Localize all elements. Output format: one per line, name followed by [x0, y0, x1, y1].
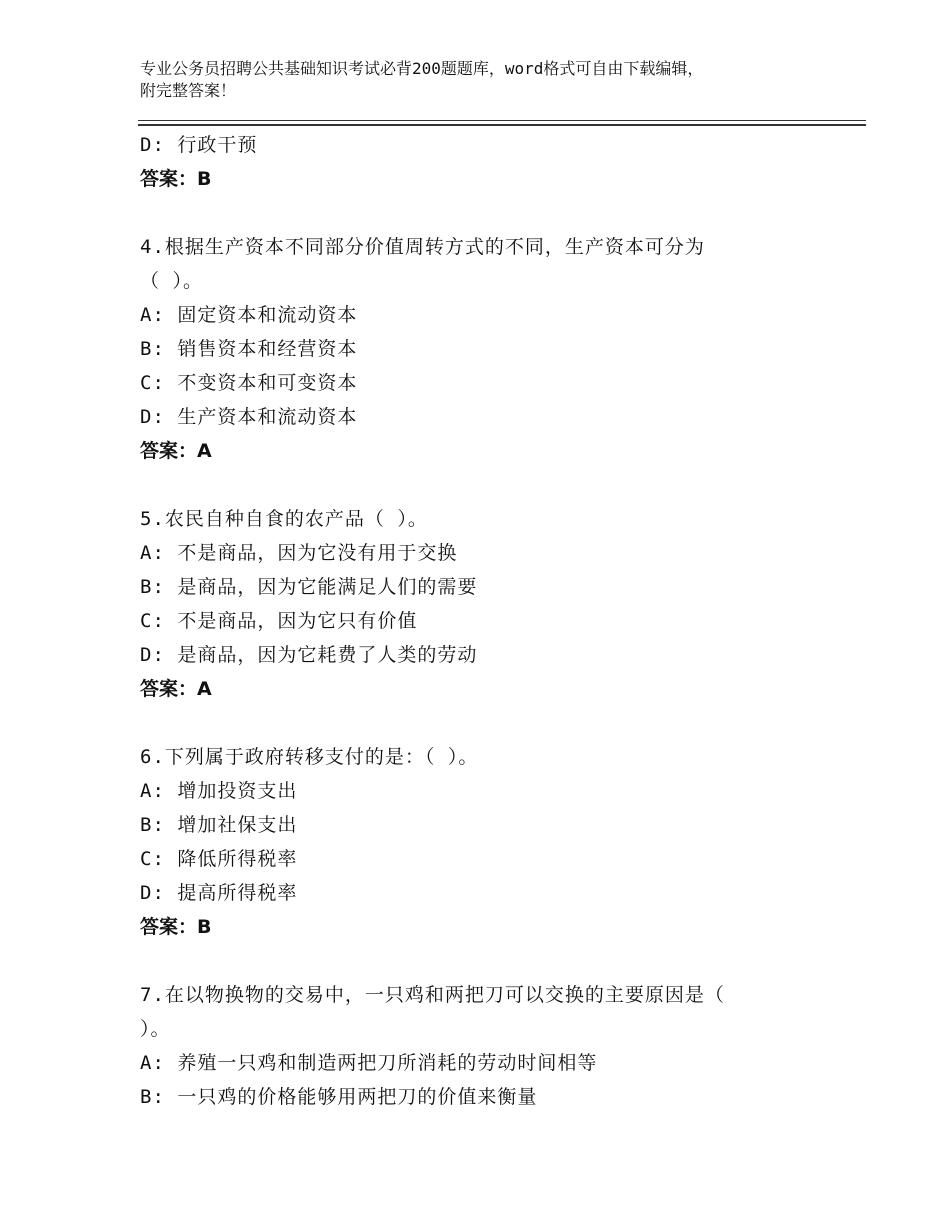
question-7 — [140, 978, 840, 1114]
answer-line: 答案：B — [140, 916, 212, 938]
option-b: B: 一只鸡的价格能够用两把刀的价值来衡量 — [140, 1086, 538, 1108]
option-d: D: 提高所得税率 — [140, 882, 298, 904]
question-6 — [140, 740, 840, 944]
option-a: A: 固定资本和流动资本 — [140, 304, 358, 326]
spacer — [140, 468, 840, 502]
question-4 — [140, 230, 840, 468]
document-body — [140, 128, 840, 1114]
header-rule-thin — [138, 120, 866, 121]
option-a: A: 增加投资支出 — [140, 780, 298, 802]
answer-line: 答案：A — [140, 440, 212, 462]
option-c: C: 不变资本和可变资本 — [140, 372, 358, 394]
option-d: D: 行政干预 — [140, 134, 258, 156]
answer-line: 答案：B — [140, 168, 212, 190]
option-a: A: 养殖一只鸡和制造两把刀所消耗的劳动时间相等 — [140, 1052, 598, 1074]
option-a: A: 不是商品，因为它没有用于交换 — [140, 542, 458, 564]
question-stem-cont: （ ）。 — [140, 270, 203, 292]
spacer — [140, 196, 840, 230]
option-d: D: 是商品，因为它耗费了人类的劳动 — [140, 644, 478, 666]
question-3-tail — [140, 128, 840, 196]
question-stem-cont: ）。 — [140, 1018, 171, 1040]
header-rule-thick — [138, 124, 866, 126]
option-b: B: 增加社保支出 — [140, 814, 298, 836]
header-line-1: 专业公务员招聘公共基础知识考试必背200题题库，word格式可自由下载编辑， — [140, 59, 704, 78]
question-stem: 5.农民自种自食的农产品（ ）。 — [140, 508, 428, 530]
option-b: B: 销售资本和经营资本 — [140, 338, 358, 360]
question-5 — [140, 502, 840, 706]
page-header — [140, 58, 840, 102]
question-stem: 4.根据生产资本不同部分价值周转方式的不同，生产资本可分为 — [140, 236, 705, 258]
answer-line: 答案：A — [140, 678, 212, 700]
option-d: D: 生产资本和流动资本 — [140, 406, 358, 428]
question-stem: 6.下列属于政府转移支付的是：（ ）。 — [140, 746, 479, 768]
header-line-2: 附完整答案！ — [140, 81, 237, 100]
spacer — [140, 944, 840, 978]
spacer — [140, 706, 840, 740]
option-b: B: 是商品，因为它能满足人们的需要 — [140, 576, 478, 598]
question-stem: 7.在以物换物的交易中，一只鸡和两把刀可以交换的主要原因是（ — [140, 984, 725, 1006]
option-c: C: 降低所得税率 — [140, 848, 298, 870]
option-c: C: 不是商品，因为它只有价值 — [140, 610, 418, 632]
